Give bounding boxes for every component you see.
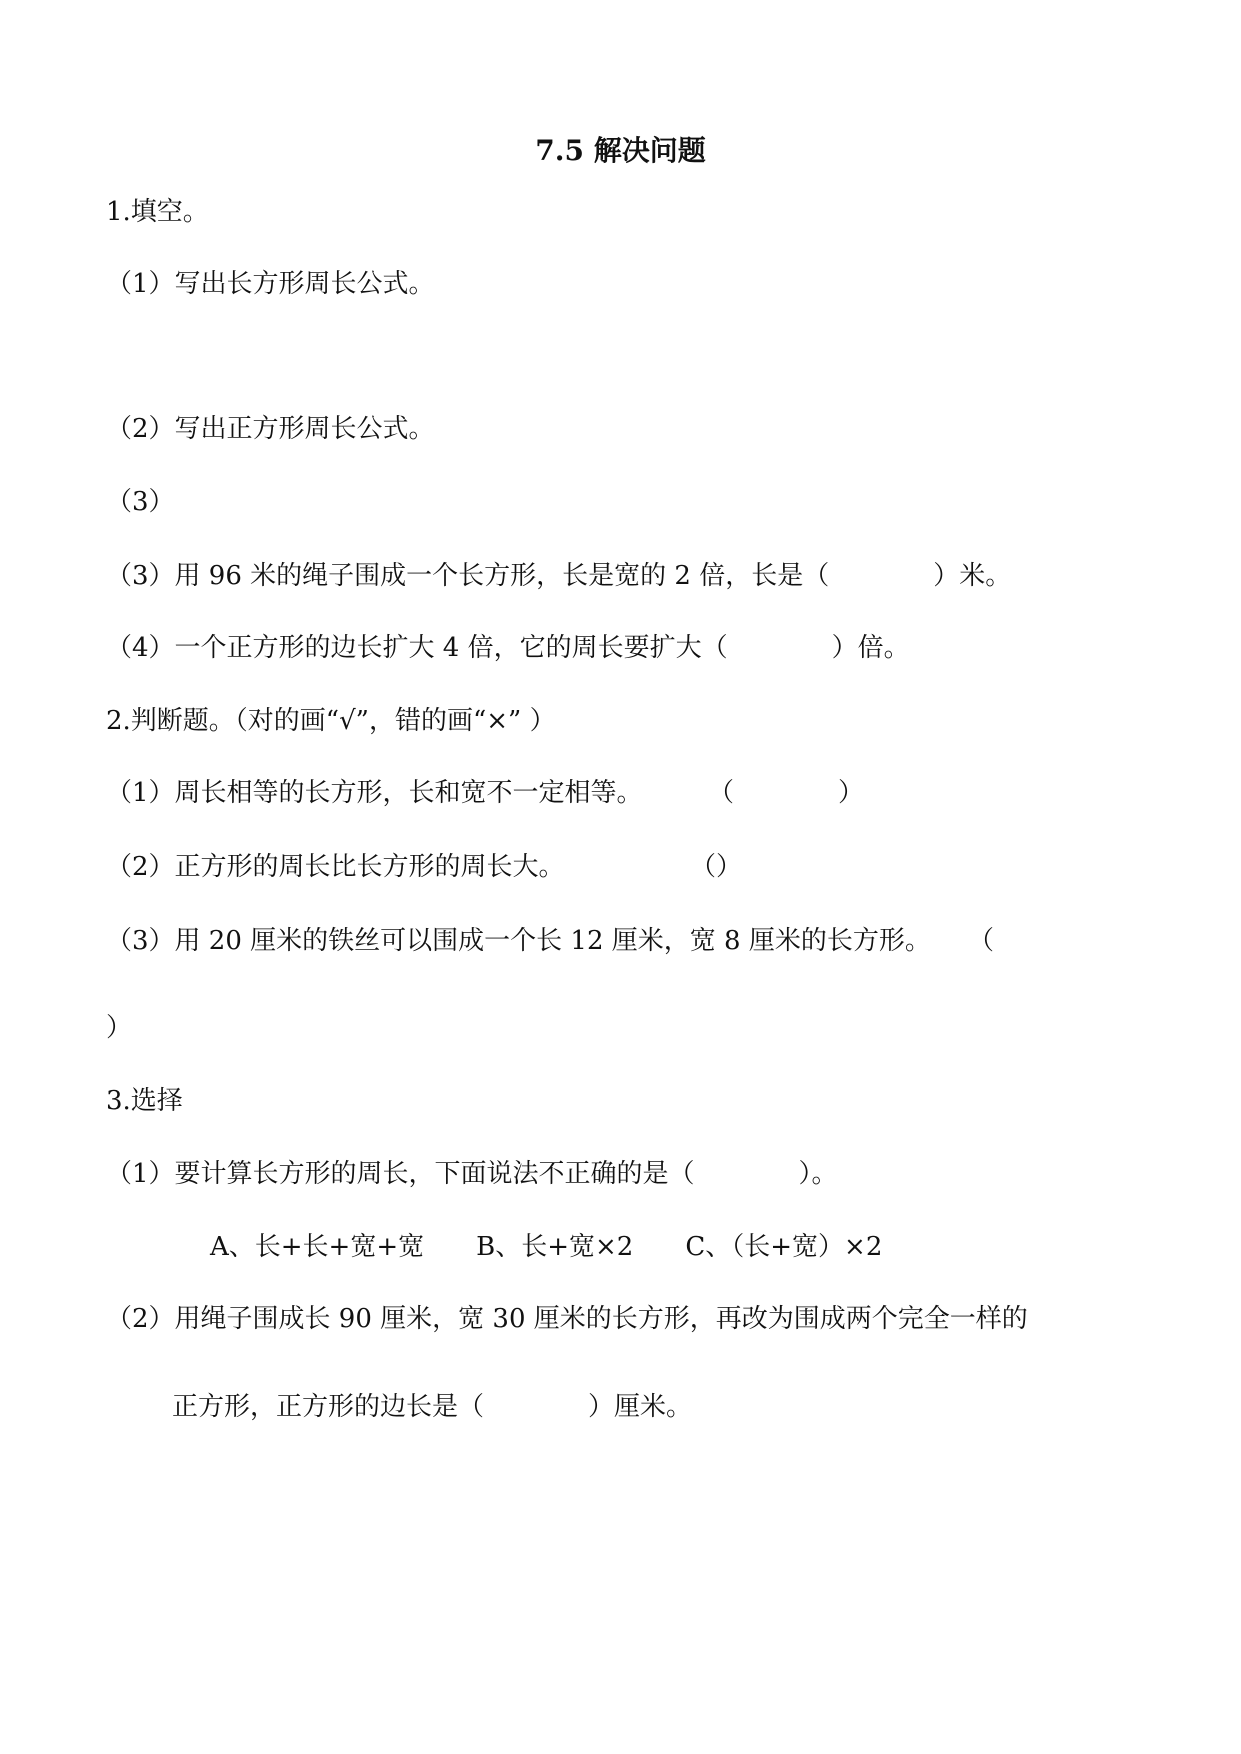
question-2-3: （3）用 20 厘米的铁丝可以围成一个长 12 厘米，宽 8 厘米的长方形。: [106, 926, 931, 956]
question-3-1-options: A、长+长+宽+宽 B、长+宽×2 C、（长+宽）×2: [210, 1232, 883, 1262]
page-title: 7.5 解决问题: [535, 134, 706, 167]
question-2-1-answer-blank: （ ）: [708, 778, 865, 808]
question-3-1: （1）要计算长方形的周长，下面说法不正确的是（ ）。: [106, 1159, 838, 1189]
question-1-3-stub: （3）: [106, 487, 175, 517]
question-2-2: （2）正方形的周长比长方形的周长大。: [106, 852, 565, 882]
question-3-2-line-1: （2）用绳子围成长 90 厘米，宽 30 厘米的长方形，再改为围成两个完全一样的: [106, 1304, 1028, 1334]
question-3-2-line-2: 正方形，正方形的边长是（ ）厘米。: [172, 1392, 693, 1422]
section-3-heading: 3.选择: [106, 1086, 183, 1116]
question-1-3: （3）用 96 米的绳子围成一个长方形，长是宽的 2 倍，长是（ ）米。: [106, 561, 1012, 591]
question-2-3-paren-open: （: [968, 926, 995, 956]
section-1-heading: 1.填空。: [106, 197, 209, 227]
question-1-1: （1）写出长方形周长公式。: [106, 269, 435, 299]
question-1-4: （4）一个正方形的边长扩大 4 倍，它的周长要扩大（ ）倍。: [106, 633, 910, 663]
question-1-2: （2）写出正方形周长公式。: [106, 414, 435, 444]
question-2-3-paren-close: ）: [106, 1013, 133, 1043]
question-2-1: （1）周长相等的长方形，长和宽不一定相等。: [106, 778, 643, 808]
section-2-heading: 2.判断题。（对的画“√”，错的画“×” ）: [106, 706, 556, 736]
question-2-2-answer-blank: （）: [690, 852, 743, 882]
